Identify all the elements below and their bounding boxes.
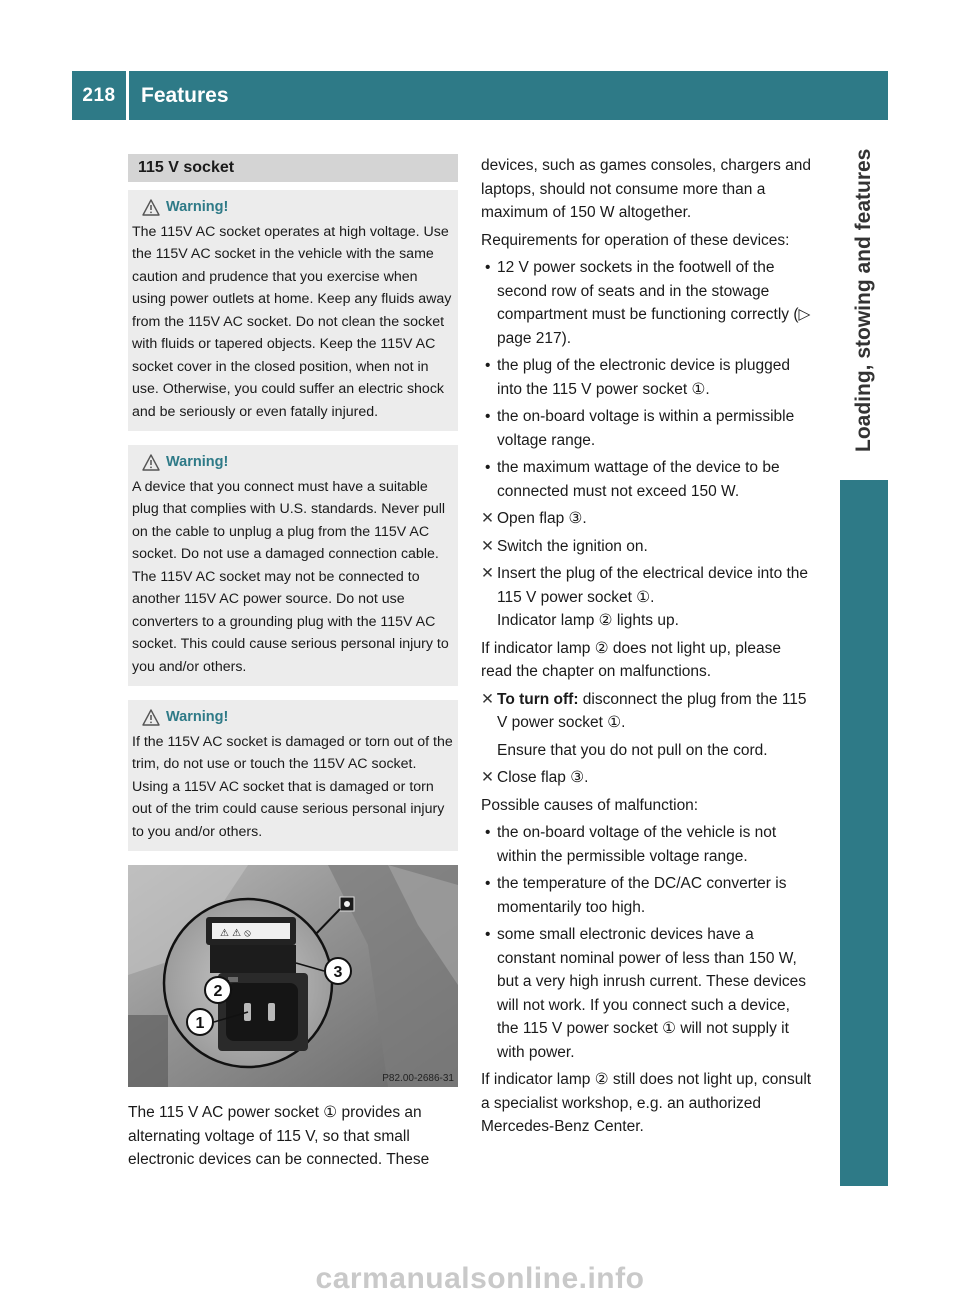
list-item: • the temperature of the DC/AC converter is momentarily too high. [485, 875, 787, 916]
chapter-title: Features [141, 84, 229, 107]
right-column [481, 154, 815, 1139]
list-item: • the maximum wattage of the device to be connected must not exceed 150 W. [485, 459, 780, 500]
section-title: 115 V socket [128, 154, 458, 182]
step-arrow-icon: ✕ [481, 769, 494, 786]
warning-text: A device that you connect must have a suitable plug that complies with U.S. standards. Never pull on the cable to unplug a plug from the 115V AC socket. Do not use a damaged connection cable. The 115V AC socket may not be connected to another 115V AC power source. Do not use converters to a grounding plug with the 115V AC socket. This could cause serious personal injury to you and/or others. [132, 478, 449, 675]
side-tab [840, 120, 888, 1186]
list-item: • the on-board voltage is within a permissible voltage range. [485, 408, 795, 449]
left-column [128, 154, 458, 1172]
callout-2: 2 [213, 983, 223, 1000]
warning-label: Warning! [166, 199, 229, 215]
warning-text: If the 115V AC socket is damaged or torn out of the trim, do not use or touch the 115V AC socket. Using a 115V AC socket that is damaged or torn out of the trim could cause serious personal injury to you and/or others. [132, 733, 453, 840]
step-arrow-icon: ✕ [481, 565, 494, 582]
warning-heading [132, 196, 454, 219]
warning-triangle-icon [142, 454, 160, 471]
socket-illustration [128, 865, 458, 1087]
header-bar [129, 71, 888, 120]
indicator-note: If indicator lamp ② does not light up, please read the chapter on malfunctions. [481, 639, 781, 680]
side-tab-title: Loading, stowing and features [840, 120, 888, 480]
warning-box-1 [128, 190, 458, 431]
step-arrow-icon: ✕ [481, 510, 494, 527]
warning-triangle-icon [142, 709, 160, 726]
warning-label: Warning! [166, 709, 229, 725]
warning-triangle-icon [142, 199, 160, 216]
socket-description: The 115 V AC power socket ① provides an alternating voltage of 115 V, so that small electronic devices can be connected. These [128, 1104, 430, 1168]
list-item: • 12 V power sockets in the footwell of the second row of seats and in the stowage compartment must be functioning correctly (▷ page 217). [485, 259, 811, 347]
watermark: carmanualsonline.info [315, 1262, 645, 1295]
list-item: • the plug of the electronic device is plugged into the 115 V power socket ①. [485, 357, 790, 398]
figure-caption: P82.00-2686-31 [382, 1073, 454, 1084]
step-close-flap: ✕ Close flap ③. [481, 766, 815, 790]
page-number: 218 [72, 71, 126, 120]
step-turn-off: ✕ To turn off: disconnect the plug from the 115 V power socket ①. [481, 688, 815, 735]
step-arrow-icon: ✕ [481, 690, 494, 708]
warning-text: The 115V AC socket operates at high voltage. Use the 115V AC socket in the vehicle with the same caution and prudence that you exercise when using power outlets at home. Keep any fluids away from the 115V AC socket. Do not clean the socket with fluids or tapered objects. Keep the 115V AC socket cover in the closed position, when not in use. Otherwise, you could suffer an electric shock and be seriously or even fatally injured. [132, 223, 452, 420]
warning-box-3 [128, 700, 458, 851]
warning-box-2 [128, 445, 458, 686]
side-tab-fill [840, 480, 888, 1186]
step-open-flap: ✕ Open flap ③. [481, 507, 815, 531]
callout-1: 1 [195, 1015, 205, 1032]
socket-photo [128, 865, 458, 1087]
step-ignition: ✕ Switch the ignition on. [481, 535, 815, 559]
step-result: Indicator lamp ② lights up. [497, 612, 679, 629]
final-note: If indicator lamp ② still does not light up, consult a specialist workshop, e.g. an authorized Mercedes-Benz Center. [481, 1071, 812, 1135]
requirements-intro: Requirements for operation of these devices: [481, 231, 790, 249]
list-item: • some small electronic devices have a constant nominal power of less than 150 W, but a very high inrush current. These devices will not work. If you connect such a device, the 115 V power socket ① will not supply it with power. [485, 926, 807, 1061]
callout-3: 3 [333, 964, 343, 981]
intro-text: devices, such as games consoles, chargers and laptops, should not consume more than a maximum of 150 W altogether. [481, 157, 811, 221]
warning-label: Warning! [166, 454, 229, 470]
list-item: • the on-board voltage of the vehicle is not within the permissible voltage range. [485, 824, 777, 865]
svg-text:⚠ ⚠ ⦸: ⚠ ⚠ ⦸ [220, 928, 251, 939]
step-arrow-icon: ✕ [481, 537, 494, 555]
warning-heading [132, 706, 454, 729]
warning-heading [132, 451, 454, 474]
step-insert-plug: ✕ Insert the plug of the electrical device into the 115 V power socket ①. [481, 562, 815, 609]
turnoff-note: Ensure that you do not pull on the cord. [497, 741, 768, 759]
causes-intro: Possible causes of malfunction: [481, 796, 699, 814]
